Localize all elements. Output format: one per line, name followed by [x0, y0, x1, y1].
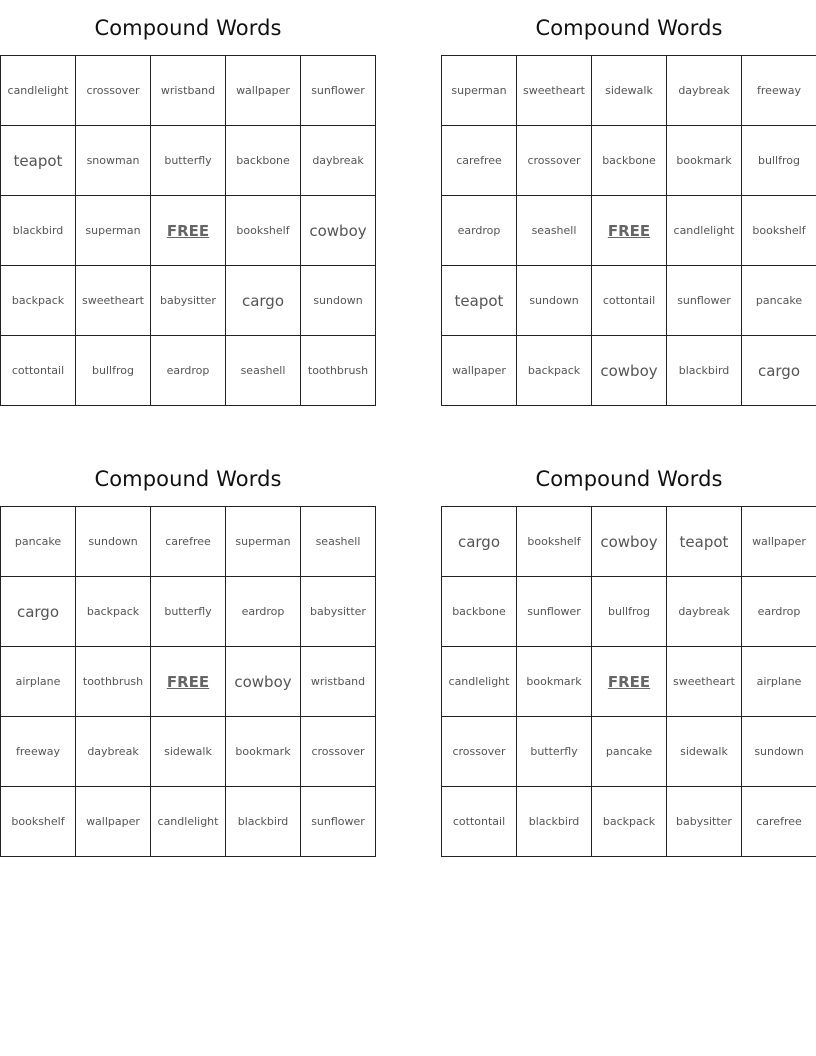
bingo-cell: blackbird — [226, 787, 301, 857]
card-title: Compound Words — [535, 16, 723, 40]
bingo-cell: backpack — [592, 787, 667, 857]
bingo-cell: superman — [76, 196, 151, 266]
bingo-cell: butterfly — [151, 126, 226, 196]
bingo-cell: airplane — [1, 647, 76, 717]
bingo-cell: sunflower — [667, 266, 742, 336]
bingo-cell: backpack — [517, 336, 592, 406]
bingo-cell: candlelight — [442, 647, 517, 717]
bingo-card-4 — [441, 451, 816, 857]
bingo-cell: sidewalk — [667, 717, 742, 787]
bingo-cell: wristband — [151, 56, 226, 126]
bingo-cell: wallpaper — [742, 507, 816, 577]
bingo-cell: backpack — [76, 577, 151, 647]
free-space-cell: FREE — [151, 647, 226, 717]
free-space-cell: FREE — [151, 196, 226, 266]
bingo-cell: wallpaper — [76, 787, 151, 857]
bingo-cell: teapot — [1, 126, 76, 196]
bingo-cell: sunflower — [517, 577, 592, 647]
bingo-cell: daybreak — [301, 126, 376, 196]
bingo-cell: eardrop — [226, 577, 301, 647]
bingo-cell: seashell — [301, 507, 376, 577]
bingo-cell: bookshelf — [1, 787, 76, 857]
bingo-cell: toothbrush — [76, 647, 151, 717]
bingo-cell: babysitter — [151, 266, 226, 336]
bingo-cell: candlelight — [667, 196, 742, 266]
bingo-cell: sundown — [517, 266, 592, 336]
bingo-cell: cottontail — [1, 336, 76, 406]
bingo-cell: bookmark — [667, 126, 742, 196]
bingo-cell: sundown — [76, 507, 151, 577]
bingo-cell: butterfly — [151, 577, 226, 647]
bingo-cell: snowman — [76, 126, 151, 196]
bingo-cell: superman — [442, 56, 517, 126]
card-title: Compound Words — [94, 16, 282, 40]
bingo-cell: bookshelf — [226, 196, 301, 266]
bingo-cell: cowboy — [592, 336, 667, 406]
bingo-cell: candlelight — [1, 56, 76, 126]
bingo-cell: crossover — [442, 717, 517, 787]
bingo-cell: sweetheart — [76, 266, 151, 336]
bingo-cell: backbone — [592, 126, 667, 196]
bingo-cell: cargo — [742, 336, 816, 406]
bingo-cell: cowboy — [592, 507, 667, 577]
bingo-cell: pancake — [742, 266, 816, 336]
bingo-cell: daybreak — [76, 717, 151, 787]
bingo-cell: crossover — [517, 126, 592, 196]
bingo-cell: blackbird — [1, 196, 76, 266]
bingo-cell: eardrop — [742, 577, 816, 647]
bingo-cell: seashell — [226, 336, 301, 406]
bingo-cell: blackbird — [517, 787, 592, 857]
bingo-cell: teapot — [442, 266, 517, 336]
bingo-cell: teapot — [667, 507, 742, 577]
bingo-cell: carefree — [442, 126, 517, 196]
bingo-cell: cottontail — [592, 266, 667, 336]
bingo-cell: cowboy — [226, 647, 301, 717]
bingo-cell: airplane — [742, 647, 816, 717]
bingo-cell: daybreak — [667, 577, 742, 647]
bingo-cell: bookmark — [517, 647, 592, 717]
bingo-cell: sidewalk — [592, 56, 667, 126]
free-space-cell: FREE — [592, 647, 667, 717]
bingo-cell: freeway — [1, 717, 76, 787]
bingo-cell: sunflower — [301, 787, 376, 857]
card-title: Compound Words — [535, 467, 723, 491]
bingo-grid — [441, 506, 816, 857]
bingo-cell: backbone — [442, 577, 517, 647]
bingo-cell: backbone — [226, 126, 301, 196]
bingo-grid — [441, 55, 816, 406]
bingo-card-1 — [0, 0, 376, 406]
bingo-cell: cowboy — [301, 196, 376, 266]
bingo-cell: crossover — [301, 717, 376, 787]
free-space-cell: FREE — [592, 196, 667, 266]
bingo-cell: bookshelf — [517, 507, 592, 577]
bingo-cell: wallpaper — [442, 336, 517, 406]
bingo-grid — [0, 506, 376, 857]
bingo-cell: butterfly — [517, 717, 592, 787]
bingo-cell: seashell — [517, 196, 592, 266]
bingo-cell: bookmark — [226, 717, 301, 787]
bingo-cell: sidewalk — [151, 717, 226, 787]
bingo-cell: sundown — [742, 717, 816, 787]
bingo-cell: cargo — [1, 577, 76, 647]
bingo-cell: sunflower — [301, 56, 376, 126]
bingo-cell: bullfrog — [742, 126, 816, 196]
bingo-cell: sundown — [301, 266, 376, 336]
bingo-cell: backpack — [1, 266, 76, 336]
bingo-cell: eardrop — [442, 196, 517, 266]
bingo-cell: carefree — [151, 507, 226, 577]
bingo-grid — [0, 55, 376, 406]
bingo-cell: pancake — [592, 717, 667, 787]
bingo-cell: eardrop — [151, 336, 226, 406]
bingo-cell: crossover — [76, 56, 151, 126]
bingo-cell: sweetheart — [517, 56, 592, 126]
bingo-cell: bullfrog — [592, 577, 667, 647]
bingo-cell: pancake — [1, 507, 76, 577]
bingo-cell: cottontail — [442, 787, 517, 857]
bingo-cell: candlelight — [151, 787, 226, 857]
bingo-cell: toothbrush — [301, 336, 376, 406]
bingo-cell: carefree — [742, 787, 816, 857]
bingo-card-2 — [441, 0, 816, 406]
bingo-cell: babysitter — [301, 577, 376, 647]
bingo-cell: bookshelf — [742, 196, 816, 266]
bingo-cell: freeway — [742, 56, 816, 126]
bingo-cell: superman — [226, 507, 301, 577]
bingo-cell: wristband — [301, 647, 376, 717]
bingo-cell: babysitter — [667, 787, 742, 857]
card-title: Compound Words — [94, 467, 282, 491]
bingo-card-3 — [0, 451, 376, 857]
bingo-cell: cargo — [442, 507, 517, 577]
bingo-cell: cargo — [226, 266, 301, 336]
bingo-cell: blackbird — [667, 336, 742, 406]
bingo-cell: daybreak — [667, 56, 742, 126]
bingo-cell: sweetheart — [667, 647, 742, 717]
bingo-cell: bullfrog — [76, 336, 151, 406]
bingo-cell: wallpaper — [226, 56, 301, 126]
